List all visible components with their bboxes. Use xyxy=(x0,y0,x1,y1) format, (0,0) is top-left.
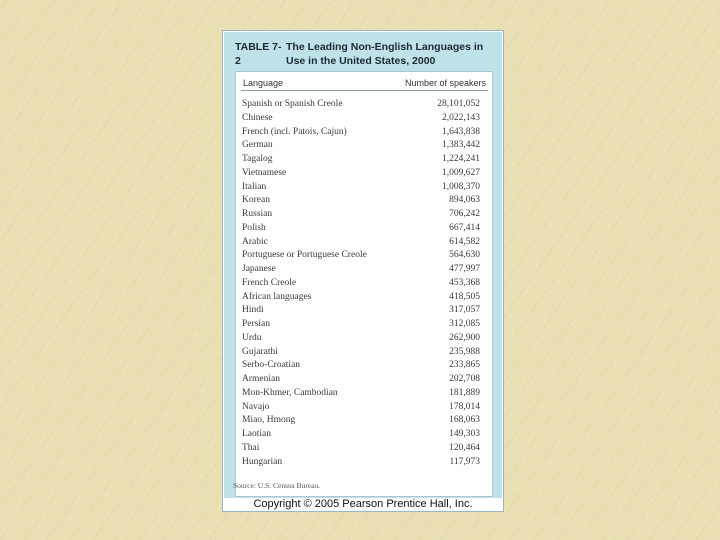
language-cell: Spanish or Spanish Creole xyxy=(242,99,343,109)
table-row xyxy=(242,277,480,291)
speakers-cell: 317,057 xyxy=(449,305,480,316)
speakers-cell: 1,383,442 xyxy=(442,140,480,151)
table-row xyxy=(242,304,480,318)
table-figure xyxy=(222,30,504,512)
speakers-cell: 28,101,052 xyxy=(437,99,480,109)
language-cell: Chinese xyxy=(242,112,273,123)
speakers-cell: 1,643,838 xyxy=(442,126,480,137)
table-label: TABLE 7-2 xyxy=(235,41,282,67)
language-cell: Italian xyxy=(242,181,267,192)
table-row xyxy=(242,139,480,153)
language-cell: Gujarathi xyxy=(242,346,278,357)
speakers-cell: 262,900 xyxy=(449,332,480,343)
table-row xyxy=(242,236,480,250)
table-row xyxy=(242,428,480,442)
table-row xyxy=(242,263,480,277)
table-row xyxy=(242,414,480,428)
language-cell: German xyxy=(242,140,273,151)
table-row xyxy=(242,222,480,236)
copyright-notice: Copyright © 2005 Pearson Prentice Hall, Inc. xyxy=(253,498,473,510)
column-header-language: Language xyxy=(243,78,284,88)
speakers-cell: 667,414 xyxy=(449,222,480,233)
speakers-cell: 233,865 xyxy=(449,360,480,371)
language-cell: Armenian xyxy=(242,374,280,384)
table-panel xyxy=(224,32,502,498)
language-cell: French Creole xyxy=(242,277,297,288)
column-header-speakers: Number of speakers xyxy=(404,78,486,88)
table-row xyxy=(242,442,480,456)
language-cell: Polish xyxy=(242,222,266,233)
speakers-cell: 168,063 xyxy=(449,415,480,426)
table-row xyxy=(242,126,480,140)
speakers-cell: 453,368 xyxy=(449,277,480,288)
speakers-cell: 1,008,370 xyxy=(442,181,480,192)
language-cell: Arabic xyxy=(242,236,268,247)
table-row xyxy=(242,249,480,263)
table-row xyxy=(242,387,480,401)
language-cell: Serbo-Croatian xyxy=(242,360,301,371)
table-row xyxy=(242,318,480,332)
language-cell: Russian xyxy=(242,209,273,219)
speakers-cell: 564,630 xyxy=(449,250,480,261)
table-row xyxy=(242,181,480,195)
language-cell: African languages xyxy=(242,291,312,302)
language-cell: Portuguese or Portuguese Creole xyxy=(242,250,367,261)
table-header xyxy=(241,76,488,91)
language-cell: Laotian xyxy=(242,429,272,439)
language-cell: Hindi xyxy=(242,305,264,316)
table-row xyxy=(242,153,480,167)
language-cell: Miao, Hmong xyxy=(242,415,296,426)
language-cell: Persian xyxy=(242,319,270,329)
table-body xyxy=(242,98,480,469)
language-cell: Korean xyxy=(242,195,270,206)
table-row xyxy=(242,98,480,112)
speakers-cell: 181,889 xyxy=(449,387,480,398)
speakers-cell: 312,085 xyxy=(449,319,480,329)
language-cell: Thai xyxy=(242,442,260,453)
language-cell: Mon-Khmer, Cambodian xyxy=(242,387,338,398)
speakers-cell: 706,242 xyxy=(449,209,480,219)
speakers-cell: 2,022,143 xyxy=(442,112,480,123)
table-row xyxy=(242,401,480,415)
speakers-cell: 235,988 xyxy=(449,346,480,357)
table-row xyxy=(242,167,480,181)
language-cell: Navajo xyxy=(242,401,270,412)
speakers-cell: 149,303 xyxy=(449,429,480,439)
table-row xyxy=(242,194,480,208)
table-row xyxy=(242,332,480,346)
speakers-cell: 202,708 xyxy=(449,374,480,384)
language-cell: French (incl. Patois, Cajun) xyxy=(242,126,347,137)
table-row xyxy=(242,346,480,360)
table-row xyxy=(242,359,480,373)
speakers-cell: 1,224,241 xyxy=(442,154,480,164)
speakers-cell: 894,063 xyxy=(449,195,480,206)
data-table xyxy=(235,71,493,497)
speakers-cell: 418,505 xyxy=(449,291,480,302)
speakers-cell: 614,582 xyxy=(449,236,480,247)
table-row xyxy=(242,373,480,387)
table-row xyxy=(242,291,480,305)
language-cell: Japanese xyxy=(242,264,276,274)
table-row xyxy=(242,112,480,126)
language-cell: Tagalog xyxy=(242,154,273,164)
language-cell: Hungarian xyxy=(242,456,283,467)
speakers-cell: 117,973 xyxy=(449,456,480,467)
speakers-cell: 120,464 xyxy=(449,442,480,453)
table-title-text: The Leading Non-English Languages in Use in the United States, 2000 xyxy=(286,41,484,67)
speakers-cell: 477,997 xyxy=(449,264,480,274)
table-source: Source: U.S. Census Bureau. xyxy=(233,481,321,490)
language-cell: Vietnamese xyxy=(242,167,287,178)
table-row xyxy=(242,208,480,222)
speakers-cell: 178,014 xyxy=(449,401,480,412)
speakers-cell: 1,009,627 xyxy=(442,167,480,178)
table-row xyxy=(242,456,480,470)
language-cell: Urdu xyxy=(242,332,262,343)
table-title xyxy=(235,40,497,68)
